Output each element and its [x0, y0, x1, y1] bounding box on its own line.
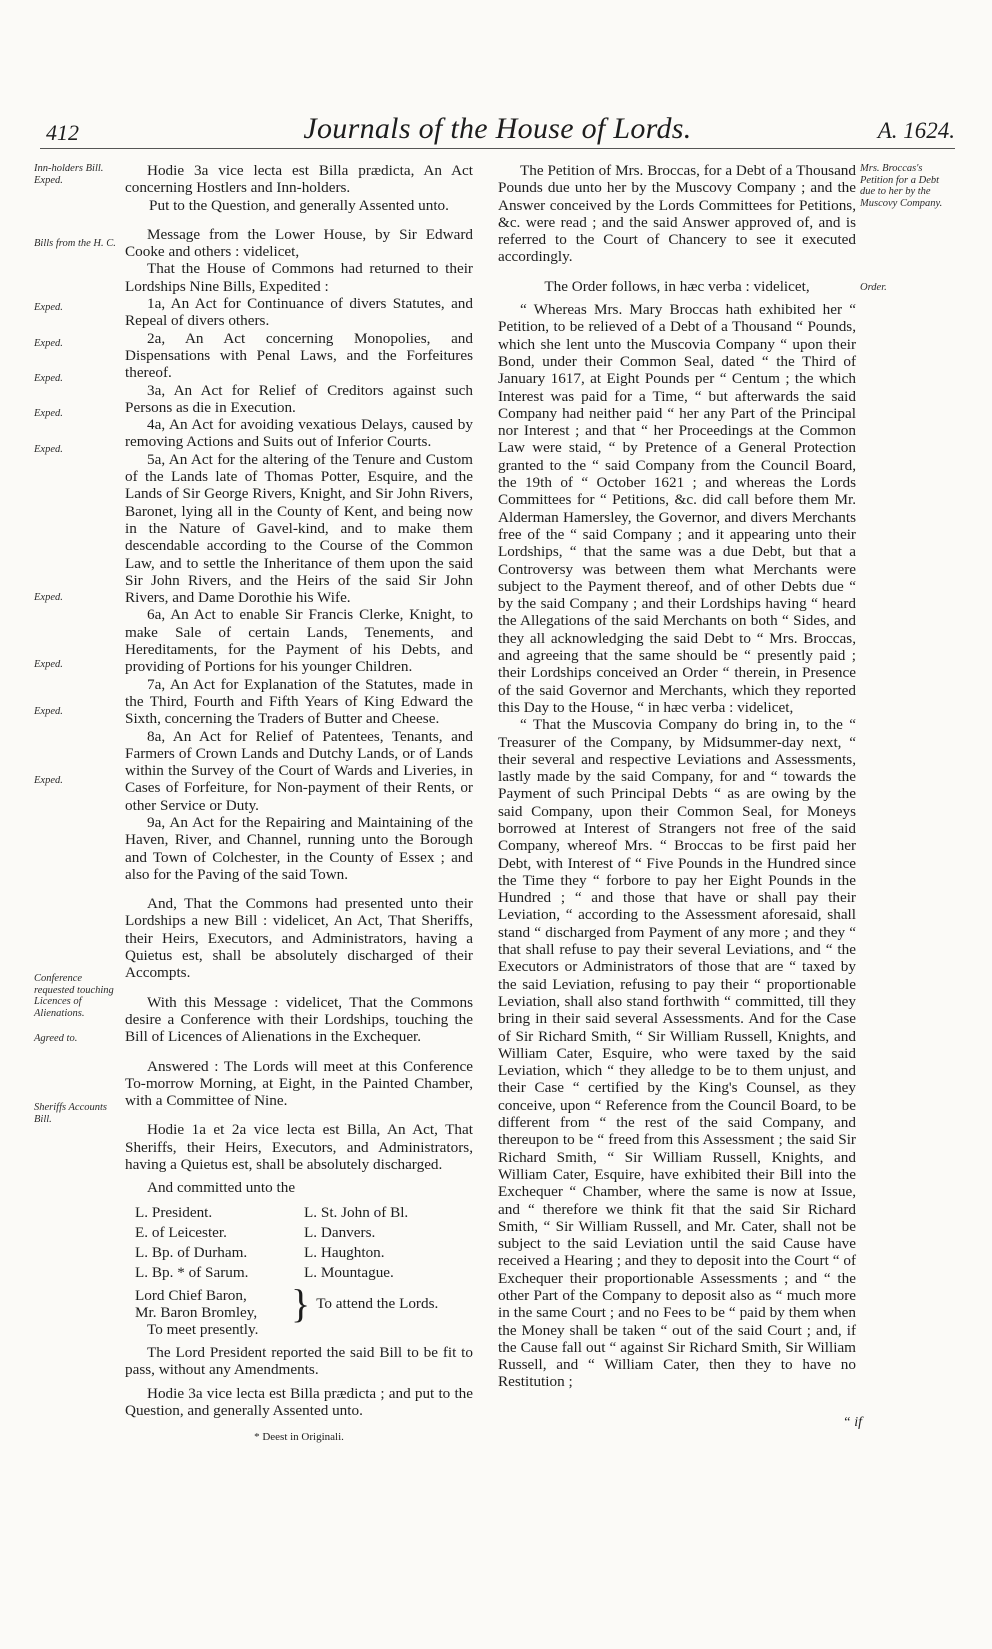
committee-member: E. of Leicester. [135, 1223, 227, 1241]
page-title: Journals of the House of Lords. [303, 112, 692, 145]
bill-item: 4a, An Act for avoiding vexatious Delays, caused by removing Actions and Suits out of Inferior Courts. [125, 416, 473, 451]
attendant-name: Lord Chief Baron, [135, 1286, 247, 1304]
committee-list [125, 1203, 473, 1283]
margin-note-exped-4: Exped. [34, 408, 63, 419]
bill-item: 7a, An Act for Explanation of the Statutes, made in the Third, Fourth and Fifth Years of King Edward the Sixth, concerning the Traders of Butter and Cheese. [125, 675, 473, 728]
margin-note-order: Order. [860, 282, 887, 293]
catchword: “ if [842, 1415, 862, 1430]
page-header [40, 112, 955, 149]
margin-note-exped-3: Exped. [34, 373, 63, 384]
attendants-block [125, 1280, 473, 1326]
footnote: * Deest in Originali. [254, 1431, 344, 1444]
margin-note-broccas: Mrs. Broccas's Petition for a Debt due to her by the Muscovy Company. [860, 163, 943, 209]
left-column [125, 162, 473, 1446]
bill-item: 6a, An Act to enable Sir Francis Clerke, Knight, to make Sale of certain Lands, Tenements, and Hereditaments, for the Payment of his Debts, and providing of Portions for his younger Children. [125, 606, 473, 676]
margin-note-exped-8: Exped. [34, 706, 63, 717]
president-report: The Lord President reported the said Bill to be fit to pass, without any Amendments. [125, 1343, 473, 1379]
innholders-assent: Put to the Question, and generally Assented unto. [149, 196, 449, 214]
brace-symbol: } [291, 1280, 311, 1326]
bill-item: 8a, An Act for Relief of Patentees, Tenants, and Farmers of Crown Lands and Dutchy Lands, or of Lands within the Survey of the Court of Wards and Liveries, in Cases of Forfeiture, for Non-payment of their Rents, or other Service or Duty. [125, 727, 473, 814]
margin-note-exped-6: Exped. [34, 592, 63, 603]
margin-note-conference: Conference requested touching Licences of Alienations. [34, 973, 114, 1019]
new-bill-paragraph: And, That the Commons had presented unto their Lordships a new Bill : videlicet, An Act, That Sheriffs, their Heirs, Executors, and Administrators, having a Quietus est, shall be absolutely discharged of their Accompts. [125, 895, 473, 982]
margin-note-exped-1: Exped. [34, 302, 63, 313]
page-year: A. 1624. [877, 118, 955, 143]
committee-member: L. St. John of Bl. [304, 1203, 409, 1221]
margin-note-exped-7: Exped. [34, 659, 63, 670]
bill-item: 1a, An Act for Continuance of divers Statutes, and Repeal of divers others. [125, 295, 473, 330]
margin-note-bills-from: Bills from the H. C. [34, 238, 116, 249]
bill-item: 2a, An Act concerning Monopolies, and Dispensations with Penal Laws, and the Forfeitures thereof. [125, 329, 473, 382]
margin-note-sheriffs: Sheriffs Accounts Bill. [34, 1102, 108, 1125]
right-column [498, 162, 856, 1391]
committee-member: L. Bp. of Durham. [135, 1243, 248, 1261]
attendant-name: Mr. Baron Bromley, [135, 1303, 258, 1321]
committee-member: L. President. [135, 1203, 213, 1221]
conference-answer: Answered : The Lords will meet at this Conference To-morrow Morning, at Eight, in the Painted Chamber, with a Committee of Nine. [125, 1057, 473, 1110]
innholders-reading: Hodie 3a vice lecta est Billa prædicta, An Act concerning Hostlers and Inn-holders. [125, 162, 473, 197]
committed-unto: And committed unto the [147, 1179, 296, 1197]
sheriffs-reading: Hodie 1a et 2a vice lecta est Billa, An Act, That Sheriffs, their Heirs, Executors, and Administrators, having a Quietus est, shall be absolutely discharged. [125, 1121, 473, 1174]
conference-request: With this Message : videlicet, That the Commons desire a Conference with their Lordships, touching the Bill of Licences of Alienations in the Exchequer. [125, 993, 473, 1046]
committee-member: L. Danvers. [304, 1223, 376, 1241]
margin-note-exped-2: Exped. [34, 338, 63, 349]
attend-text: To attend the Lords. [316, 1295, 439, 1313]
margin-note-innholders: Inn-holders Bill. Exped. [34, 163, 104, 186]
margin-note-exped-9: Exped. [34, 775, 63, 786]
margin-note-exped-5: Exped. [34, 444, 63, 455]
bill-item: 3a, An Act for Relief of Creditors against such Persons as die in Execution. [125, 381, 473, 416]
margin-note-agreed: Agreed to. [34, 1033, 78, 1044]
page-number: 412 [46, 120, 79, 145]
commons-returned: That the House of Commons had returned to their Lordships Nine Bills, Expedited : [125, 260, 473, 295]
message-lower-house: Message from the Lower House, by Sir Edward Cooke and others : videlicet, [125, 225, 473, 261]
bill-item: 9a, An Act for the Repairing and Maintaining of the Haven, River, and Channel, running unto the Borough and Town of Colchester, in the County of Essex ; and also for the Paving of the said Town. [125, 813, 473, 883]
committee-member: L. Mountague. [304, 1263, 394, 1281]
bill-item: 5a, An Act for the altering of the Tenure and Custom of the Lands late of Thomas Potter, Esquire, and the Lands of Sir George Rivers, Knight, and Sir John Rivers, Baronet, lying all in the County of Kent, and being now in the Nature of Gavel-kind, and to make them descendable according to the Course of the Common Law, and to settle the Inheritance of them upon the said Sir John Rivers, and the Heirs of the said Sir John Rivers, and Dame Dorothie his Wife. [125, 450, 473, 607]
order-that: “ That the Muscovia Company do bring in, to the “ Treasurer of the Company, by Midsummer-day next, “ their several and respective Leviations and Assessments, lastly made by the said Company, for and “ towards the Payment of such Principal Debts “ as are owing by the said Company, upon their Common Seal, for Moneys borrowed at Interest of Strangers not free of the said Company, whereof Mrs. “ Broccas to be first paid her Debt, with Interest of “ Five Pounds in the Hundred since the Time they “ forbore to pay her Eight Pounds in the Hundred ; “ and those that have or shall pay their Leviation, “ according to the Assessment aforesaid, shall stand “ discharged from Payment of any more ; and they “ that shall refuse to pay their several Leviations, and “ the Executors or Administrators of those that are “ taxed by the said Leviation, refusing to pay their “ proportionable Leviation, shall also stand forthwith “ committed, till they bring in their said several Assessments. And for the Case of Sir Richard Smith, “ Sir William Russell, Knights, and William Cater, Esquire, who were taxed by the said Leviation, which “ they alledge to be to them unjust, and their Case “ certified by the King's Counsel, as they conceive, upon “ Reference from the Council Board, to be different from “ the rest of the said Company, and thereupon to be “ freed from this Assessment ; the said Sir Richard Smith, “ Sir William Russell, Knights, and William Cater, Esquire, have exhibited their Bill into the Exchequer “ Chamber, where the same is now at Issue, and “ therefore we think fit that the said Sir Richard Smith, “ Sir William Russell, and Mr. Cater, shall not be subject to the said Leviation until the said Cause have received a Hearing ; and they to deposit into the Court “ of Exchequer their proportionable Assessments ; and “ the other Part of the Company to deposit also as “ much more in the same Court ; and no Fees to be “ paid by them when the Money shall be taken “ out of the said Court ; and, if the Cause fall out “ against Sir Richard Smith, Sir William Russell, and “ William Cater, then they to have no Restitution ; [498, 716, 856, 1391]
sheriffs-third-reading: Hodie 3a vice lecta est Billa prædicta ; and put to the Question, and generally Assented unto. [125, 1384, 473, 1419]
committee-member: L. Haughton. [304, 1243, 385, 1261]
order-whereas: “ Whereas Mrs. Mary Broccas hath exhibited her “ Petition, to be relieved of a Debt of a Thousand “ Pounds, which she lent unto the Muscovia Company “ upon their Bond, under their Common Seal, dated “ the Third of January 1617, at Eight Pounds per “ Centum ; the which Interest was paid for a Time, “ but afterwards the said Company had neither paid “ her any Part of the Principal nor Interest ; and that “ her Proceedings at the Common Law were staid, “ by Pretence of a General Protection granted to the “ said Company from the Council Board, the 19th of “ October 1621 ; and whereas the Lords Committees for “ Petitions, &c. did call before them Mr. Alderman Hamersley, the Governor, and divers Merchants free of the “ said Company ; and it appearing unto their Lordships, “ that the same was a due Debt, but that a Controversy was between them what Merchants were subject to the Payment thereof, and of other Debts due “ by the said Company ; and their Lordships having “ heard the Allegations of the said Merchants on both “ Sides, and they all acknowledging the said Debt to “ Mrs. Broccas, and agreeing that the same should be “ presently paid ; their Lordships conceived an Order “ therein, in Presence of the said Governor and Merchants, which they reported this Day to the House, “ in hæc verba : videlicet, [498, 301, 856, 716]
meet-presently: To meet presently. [147, 1320, 259, 1338]
order-follows: The Order follows, in hæc verba : videlicet, [544, 277, 810, 295]
broccas-petition: The Petition of Mrs. Broccas, for a Debt of a Thousand Pounds due unto her by the Muscovy Company ; and the Answer conceived by the Lords Committees for Petitions, &c. were read ; and the said Answer approved of, and is referred to the Court of Chancery to see it executed accordingly. [498, 162, 856, 266]
committee-member: L. Bp. * of Sarum. [135, 1263, 249, 1281]
